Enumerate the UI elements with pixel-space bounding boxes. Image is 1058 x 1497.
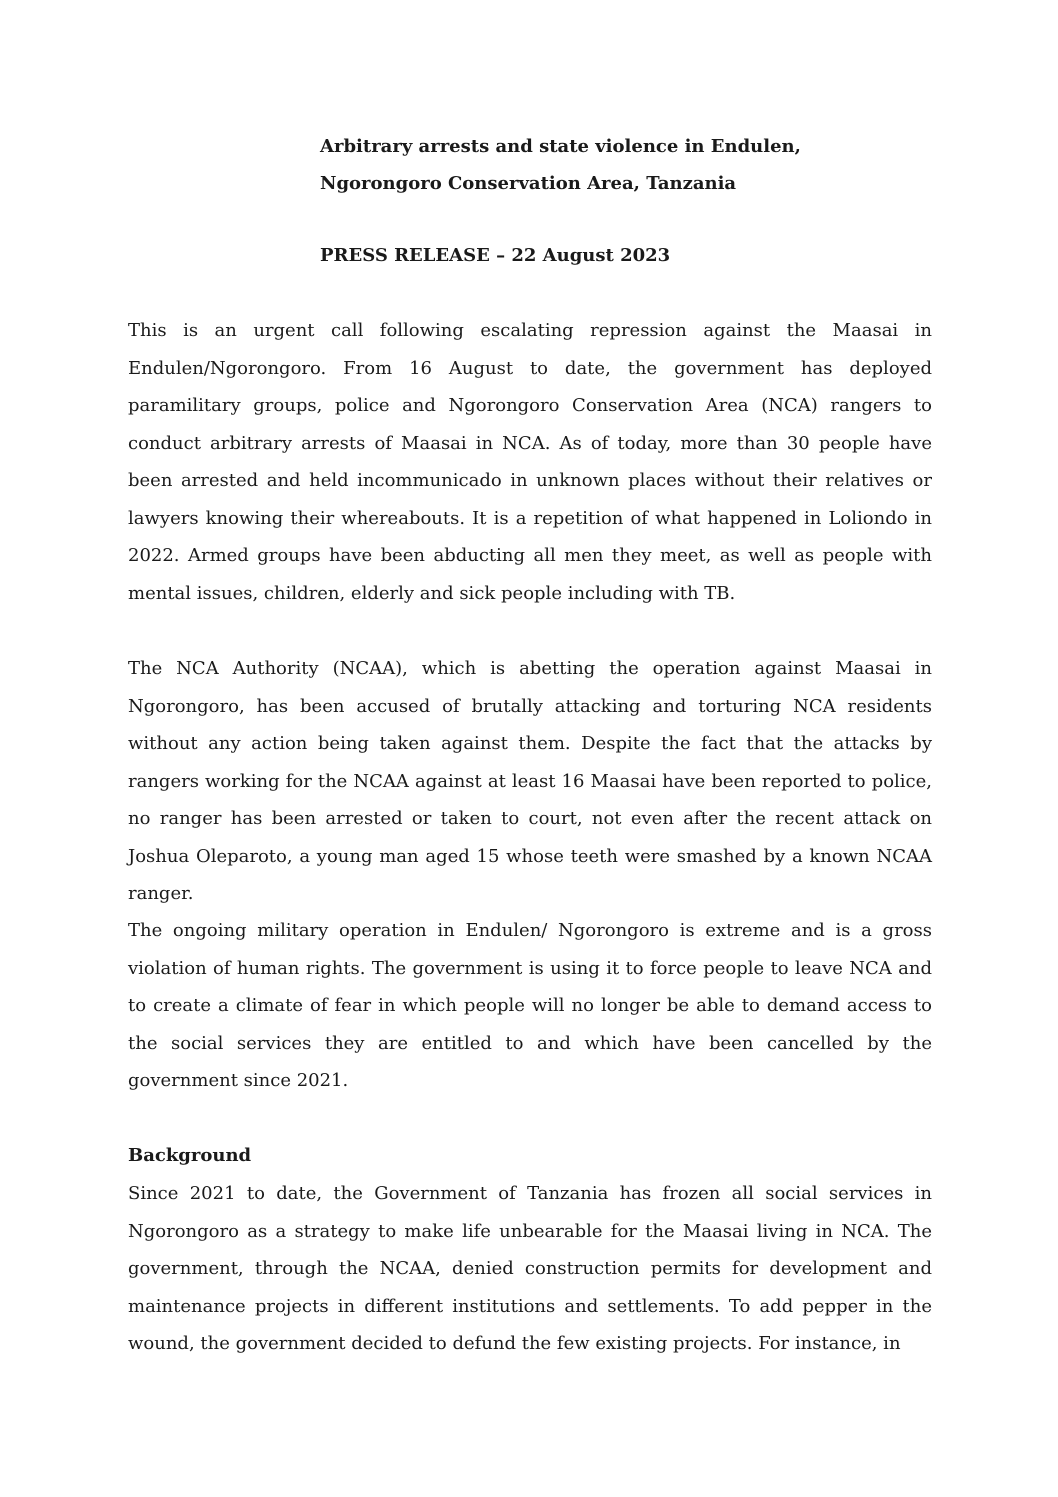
paragraph-3: The ongoing military operation in Endulen/ Ngorongoro is extreme and is a gross violation of human rights. The government is using it to force people to leave NCA and to create a climate of fear in which people will no longer be able to demand access to the social services they are entitled to and which have been cancelled by the government since 2021.: [128, 920, 932, 1091]
press-release-date: PRESS RELEASE – 22 August 2023: [320, 245, 671, 266]
paragraph-2: The NCA Authority (NCAA), which is abetting the operation against Maasai in Ngorongoro, has been accused of brutally attacking and torturing NCA residents without any action being taken against them. Despite the fact that the attacks by rangers working for the NCAA against at least 16 Maasai have been reported to police, no ranger has been arrested or taken to court, not even after the recent attack on Joshua Oleparoto, a young man aged 15 whose teeth were smashed by a known NCAA ranger.: [128, 658, 932, 904]
document-title: [320, 128, 960, 202]
paragraph-1: This is an urgent call following escalating repression against the Maasai in Endulen/Ngorongoro. From 16 August to date, the government has deployed paramilitary groups, police and Ngorongoro Conservation Area (NCA) rangers to conduct arbitrary arrests of Maasai in NCA. As of today, more than 30 people have been arrested and held incommunicado in unknown places without their relatives or lawyers knowing their whereabouts. It is a repetition of what happened in Loliondo in 2022. Armed groups have been abducting all men they meet, as well as people with mental issues, children, elderly and sick people including with TB.: [128, 320, 932, 604]
background-paragraph: Since 2021 to date, the Government of Tanzania has frozen all social services in Ngorongoro as a strategy to make life unbearable for the Maasai living in NCA. The government, through the NCAA, denied construction permits for development and maintenance projects in different institutions and settlements. To add pepper in the wound, the government decided to defund the few existing projects. For instance, in: [128, 1183, 932, 1354]
title-line-1: Arbitrary arrests and state violence in Endulen,: [320, 136, 801, 157]
title-line-2: Ngorongoro Conservation Area, Tanzania: [320, 173, 737, 194]
section-heading-background: Background: [128, 1145, 252, 1166]
